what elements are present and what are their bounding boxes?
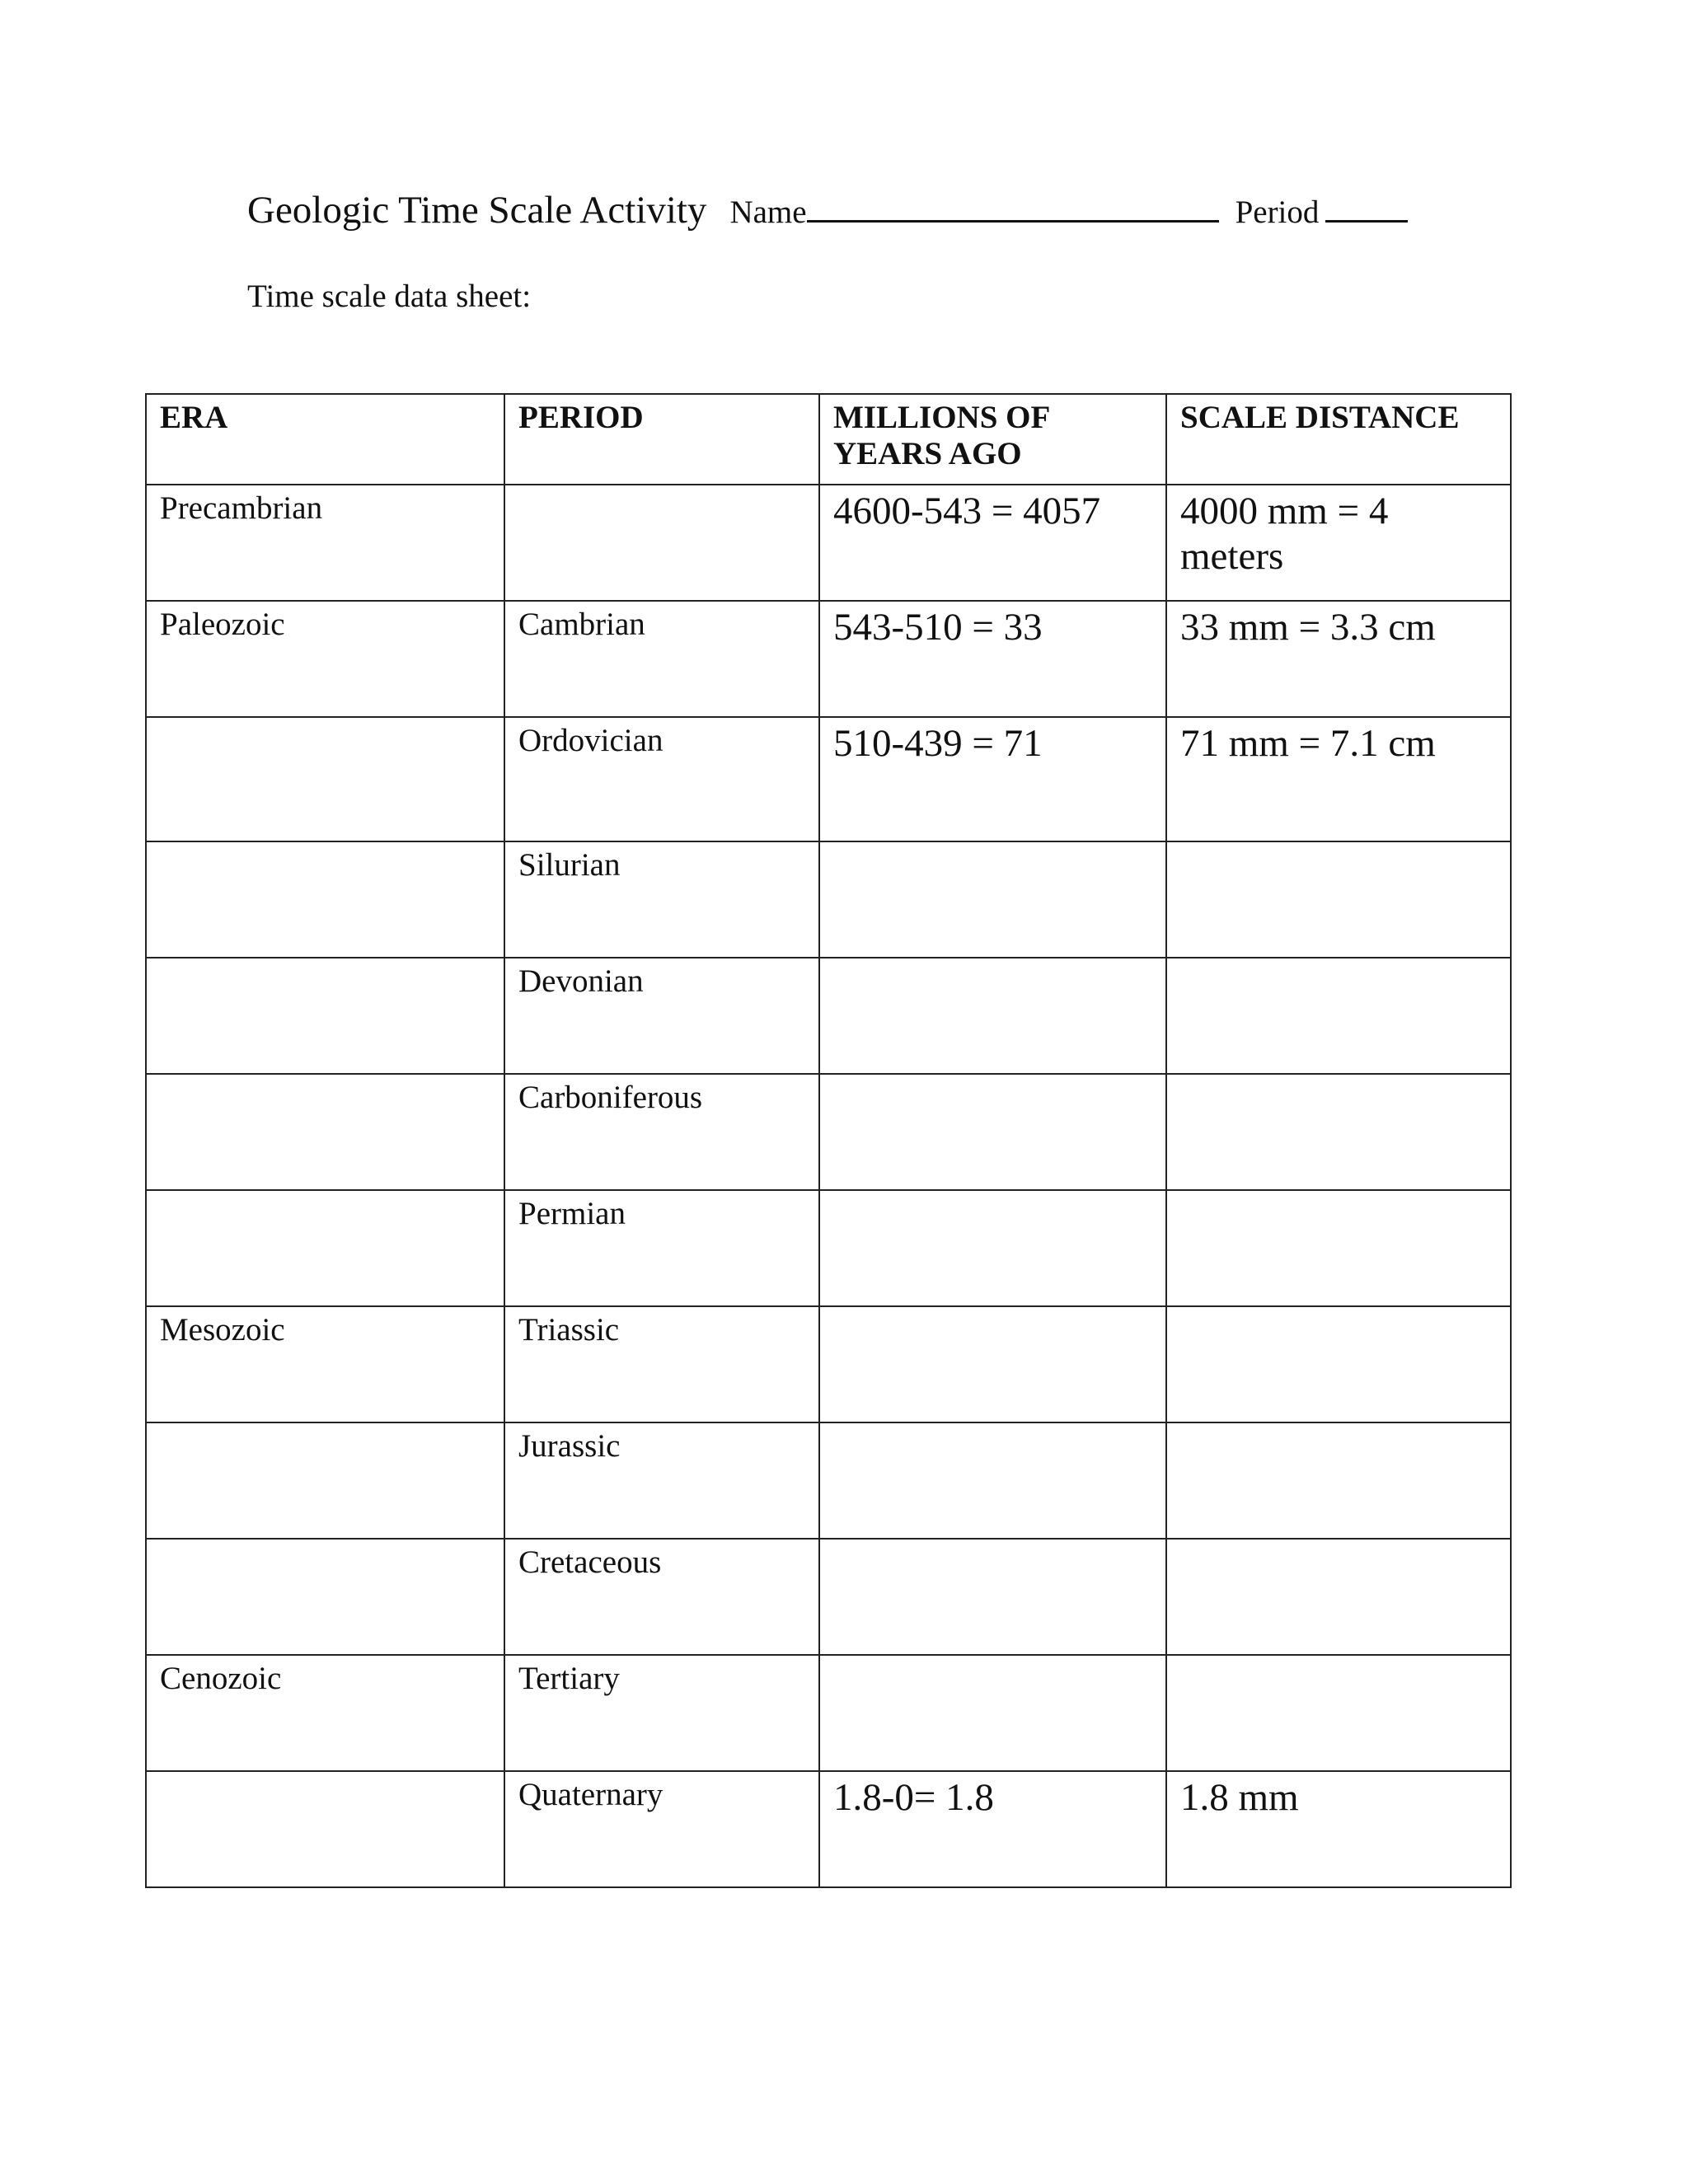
table-body [146, 485, 1511, 1887]
era-cell[interactable]: Mesozoic [146, 1306, 504, 1422]
distance-cell[interactable] [1166, 1539, 1511, 1655]
mya-cell[interactable]: 4600-543 = 4057 [819, 485, 1166, 601]
period-cell[interactable]: Ordovician [504, 717, 819, 841]
distance-cell[interactable]: 1.8 mm [1166, 1771, 1511, 1887]
period-cell[interactable]: Quaternary [504, 1771, 819, 1887]
period-cell[interactable] [504, 485, 819, 601]
era-cell[interactable] [146, 1539, 504, 1655]
distance-cell[interactable]: 4000 mm = 4 meters [1166, 485, 1511, 601]
period-cell[interactable]: Triassic [504, 1306, 819, 1422]
era-cell[interactable] [146, 841, 504, 958]
era-cell[interactable] [146, 1190, 504, 1306]
period-cell[interactable]: Devonian [504, 958, 819, 1074]
table-row [146, 1655, 1511, 1771]
period-blank-line [1325, 218, 1408, 223]
mya-cell[interactable] [819, 1190, 1166, 1306]
mya-cell[interactable] [819, 841, 1166, 958]
distance-cell[interactable] [1166, 1306, 1511, 1422]
era-cell[interactable] [146, 1422, 504, 1539]
table-row [146, 1539, 1511, 1655]
period-cell[interactable]: Silurian [504, 841, 819, 958]
mya-cell[interactable] [819, 1306, 1166, 1422]
era-cell[interactable] [146, 717, 504, 841]
worksheet-subtitle: Time scale data sheet: [247, 279, 532, 314]
era-cell[interactable]: Paleozoic [146, 601, 504, 717]
mya-cell[interactable]: 1.8-0= 1.8 [819, 1771, 1166, 1887]
table-row [146, 958, 1511, 1074]
era-cell[interactable] [146, 1074, 504, 1190]
table-row [146, 601, 1511, 717]
period-cell[interactable]: Permian [504, 1190, 819, 1306]
table-row [146, 1074, 1511, 1190]
period-label: Period [1235, 194, 1320, 230]
column-header-era: ERA [146, 394, 504, 485]
distance-cell[interactable]: 71 mm = 7.1 cm [1166, 717, 1511, 841]
column-header-period: PERIOD [504, 394, 819, 485]
period-cell[interactable]: Jurassic [504, 1422, 819, 1539]
column-header-mya: MILLIONS OF YEARS AGO [819, 394, 1166, 485]
distance-cell[interactable] [1166, 1074, 1511, 1190]
period-cell[interactable]: Carboniferous [504, 1074, 819, 1190]
era-cell[interactable]: Precambrian [146, 485, 504, 601]
table-row [146, 1771, 1511, 1887]
table-row [146, 1422, 1511, 1539]
distance-cell[interactable] [1166, 1422, 1511, 1539]
table-row [146, 841, 1511, 958]
mya-cell[interactable] [819, 1422, 1166, 1539]
era-cell[interactable] [146, 958, 504, 1074]
mya-cell[interactable]: 543-510 = 33 [819, 601, 1166, 717]
mya-cell[interactable] [819, 1074, 1166, 1190]
distance-cell[interactable] [1166, 958, 1511, 1074]
distance-cell[interactable] [1166, 1655, 1511, 1771]
table-row [146, 485, 1511, 601]
column-header-distance: SCALE DISTANCE [1166, 394, 1511, 485]
era-cell[interactable] [146, 1771, 504, 1887]
table-row [146, 1306, 1511, 1422]
table-row [146, 1190, 1511, 1306]
period-cell[interactable]: Cambrian [504, 601, 819, 717]
table-row [146, 717, 1511, 841]
name-blank-line [807, 218, 1219, 223]
mya-cell[interactable] [819, 1655, 1166, 1771]
worksheet-title: Geologic Time Scale Activity [247, 189, 707, 232]
period-cell[interactable]: Cretaceous [504, 1539, 819, 1655]
period-cell[interactable]: Tertiary [504, 1655, 819, 1771]
era-cell[interactable]: Cenozoic [146, 1655, 504, 1771]
mya-cell[interactable] [819, 958, 1166, 1074]
worksheet-header [247, 191, 1408, 230]
mya-cell[interactable] [819, 1539, 1166, 1655]
name-label: Name [729, 194, 807, 230]
distance-cell[interactable] [1166, 841, 1511, 958]
table-header-row [146, 394, 1511, 485]
mya-cell[interactable]: 510-439 = 71 [819, 717, 1166, 841]
time-scale-table [145, 393, 1512, 1888]
distance-cell[interactable] [1166, 1190, 1511, 1306]
distance-cell[interactable]: 33 mm = 3.3 cm [1166, 601, 1511, 717]
